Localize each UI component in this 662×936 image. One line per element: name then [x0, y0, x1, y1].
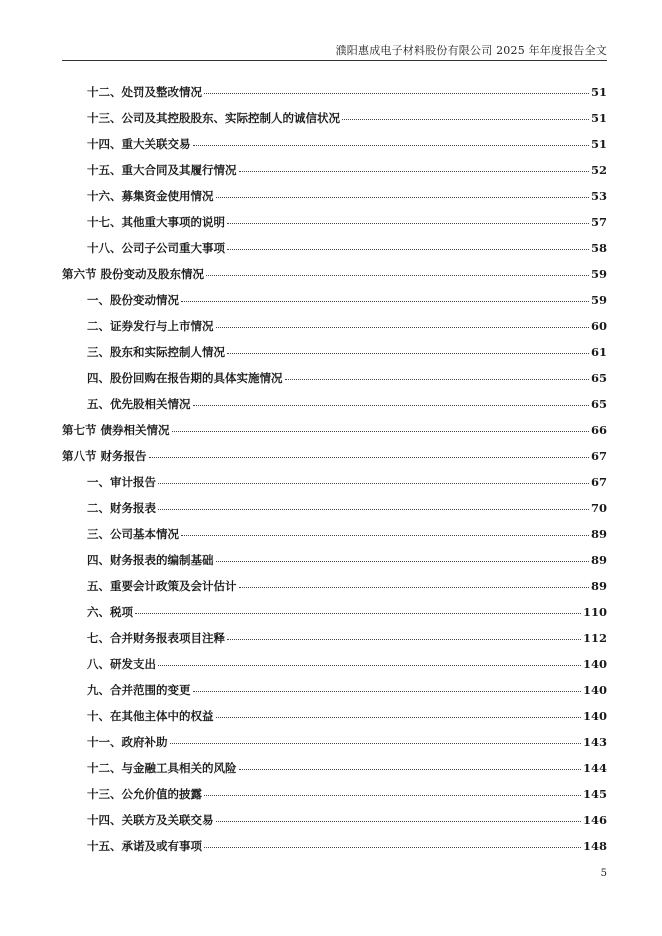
toc-entry[interactable]: [62, 318, 607, 344]
toc-entry[interactable]: [62, 448, 607, 474]
toc-entry-title: 十五、重大合同及其履行情况: [87, 163, 237, 177]
toc-entry-title: 十二、与金融工具相关的风险: [87, 761, 237, 775]
toc-entry-page: 70: [590, 501, 607, 515]
toc-entry[interactable]: [62, 84, 607, 110]
toc-entry-title: 十八、公司子公司重大事项: [87, 241, 225, 255]
toc-entry-page: 140: [582, 657, 607, 671]
toc-entry-title: 三、股东和实际控制人情况: [87, 345, 225, 359]
toc-entry[interactable]: [62, 396, 607, 422]
toc-entry-title: 九、合并范围的变更: [87, 683, 191, 697]
toc-entry-page: 53: [590, 189, 607, 203]
toc-entry-page: 59: [590, 267, 607, 281]
toc-entry-page: 57: [590, 215, 607, 229]
toc-entry-page: 145: [582, 787, 607, 801]
toc-dot-leader: [158, 483, 589, 484]
toc-dot-leader: [239, 587, 589, 588]
toc-entry-page: 89: [590, 553, 607, 567]
toc-entry-title: 八、研发支出: [87, 657, 156, 671]
toc-dot-leader: [239, 769, 581, 770]
toc-entry-title: 第八节 财务报告: [62, 449, 147, 463]
toc-entry-title: 五、优先股相关情况: [87, 397, 191, 411]
toc-entry[interactable]: [62, 838, 607, 864]
toc-entry-title: 一、审计报告: [87, 475, 156, 489]
toc-entry[interactable]: [62, 214, 607, 240]
toc-dot-leader: [158, 509, 589, 510]
toc-entry[interactable]: [62, 526, 607, 552]
toc-entry-page: 51: [590, 137, 607, 151]
toc-entry[interactable]: [62, 578, 607, 604]
toc-entry-title: 十二、处罚及整改情况: [87, 85, 202, 99]
toc-dot-leader: [204, 93, 589, 94]
toc-entry-page: 140: [582, 683, 607, 697]
toc-entry[interactable]: [62, 552, 607, 578]
toc-dot-leader: [170, 743, 581, 744]
toc-entry-title: 六、税项: [87, 605, 133, 619]
header-divider: [62, 60, 607, 61]
toc-dot-leader: [342, 119, 589, 120]
toc-entry-title: 十四、重大关联交易: [87, 137, 191, 151]
toc-dot-leader: [172, 431, 589, 432]
toc-dot-leader: [227, 639, 581, 640]
toc-entry[interactable]: [62, 344, 607, 370]
toc-dot-leader: [204, 795, 581, 796]
toc-entry-page: 60: [590, 319, 607, 333]
toc-entry-title: 第七节 债券相关情况: [62, 423, 170, 437]
toc-entry-title: 二、证券发行与上市情况: [87, 319, 214, 333]
toc-entry-page: 61: [590, 345, 607, 359]
toc-entry-title: 第六节 股份变动及股东情况: [62, 267, 205, 281]
toc-entry-page: 144: [582, 761, 607, 775]
toc-dot-leader: [239, 171, 589, 172]
toc-entry[interactable]: [62, 734, 607, 760]
toc-entry-page: 89: [590, 579, 607, 593]
toc-entry[interactable]: [62, 292, 607, 318]
toc-entry[interactable]: [62, 604, 607, 630]
toc-entry-page: 89: [590, 527, 607, 541]
toc-entry-page: 65: [590, 397, 607, 411]
toc-entry-title: 四、财务报表的编制基础: [87, 553, 214, 567]
toc-entry[interactable]: [62, 266, 607, 292]
toc-entry-title: 十一、政府补助: [87, 735, 168, 749]
toc-entry[interactable]: [62, 188, 607, 214]
toc-dot-leader: [216, 327, 589, 328]
toc-entry[interactable]: [62, 474, 607, 500]
toc-entry[interactable]: [62, 630, 607, 656]
toc-entry-title: 十三、公允价值的披露: [87, 787, 202, 801]
toc-dot-leader: [181, 535, 589, 536]
toc-entry-title: 十七、其他重大事项的说明: [87, 215, 225, 229]
toc-dot-leader: [216, 717, 581, 718]
table-of-contents: [62, 84, 607, 864]
toc-entry[interactable]: [62, 162, 607, 188]
toc-entry[interactable]: [62, 422, 607, 448]
toc-dot-leader: [193, 691, 581, 692]
toc-dot-leader: [216, 561, 589, 562]
toc-dot-leader: [158, 665, 581, 666]
toc-entry-title: 五、重要会计政策及会计估计: [87, 579, 237, 593]
toc-entry-title: 四、股份回购在报告期的具体实施情况: [87, 371, 283, 385]
toc-dot-leader: [227, 249, 589, 250]
toc-dot-leader: [149, 457, 589, 458]
toc-entry-title: 十四、关联方及关联交易: [87, 813, 214, 827]
toc-dot-leader: [193, 405, 589, 406]
toc-dot-leader: [193, 145, 589, 146]
toc-dot-leader: [204, 847, 581, 848]
toc-entry[interactable]: [62, 786, 607, 812]
toc-entry-page: 140: [582, 709, 607, 723]
toc-dot-leader: [206, 275, 589, 276]
toc-entry[interactable]: [62, 812, 607, 838]
toc-entry-title: 一、股份变动情况: [87, 293, 179, 307]
toc-entry-title: 二、财务报表: [87, 501, 156, 515]
toc-entry-title: 十六、募集资金使用情况: [87, 189, 214, 203]
toc-entry[interactable]: [62, 136, 607, 162]
toc-dot-leader: [216, 821, 581, 822]
toc-entry[interactable]: [62, 500, 607, 526]
toc-entry[interactable]: [62, 370, 607, 396]
page-header-title: 濮阳惠成电子材料股份有限公司 2025 年年度报告全文: [335, 44, 607, 57]
toc-dot-leader: [216, 197, 589, 198]
toc-entry[interactable]: [62, 656, 607, 682]
toc-entry-page: 66: [590, 423, 607, 437]
toc-dot-leader: [181, 301, 589, 302]
toc-entry-page: 65: [590, 371, 607, 385]
toc-entry-page: 110: [582, 605, 607, 619]
toc-dot-leader: [227, 353, 589, 354]
toc-entry-page: 51: [590, 85, 607, 99]
toc-entry[interactable]: [62, 708, 607, 734]
toc-entry-title: 三、公司基本情况: [87, 527, 179, 541]
toc-entry[interactable]: [62, 240, 607, 266]
toc-entry[interactable]: [62, 682, 607, 708]
toc-entry-page: 52: [590, 163, 607, 177]
toc-entry-page: 146: [582, 813, 607, 827]
toc-entry-page: 58: [590, 241, 607, 255]
toc-entry[interactable]: [62, 110, 607, 136]
page-number: 5: [600, 868, 607, 879]
toc-entry-page: 67: [590, 475, 607, 489]
toc-entry[interactable]: [62, 760, 607, 786]
toc-entry-title: 十、在其他主体中的权益: [87, 709, 214, 723]
toc-entry-title: 十五、承诺及或有事项: [87, 839, 202, 853]
toc-entry-title: 十三、公司及其控股股东、实际控制人的诚信状况: [87, 111, 340, 125]
toc-entry-title: 七、合并财务报表项目注释: [87, 631, 225, 645]
toc-dot-leader: [135, 613, 581, 614]
toc-entry-page: 143: [582, 735, 607, 749]
toc-entry-page: 148: [582, 839, 607, 853]
toc-dot-leader: [227, 223, 589, 224]
toc-entry-page: 112: [582, 631, 607, 645]
toc-entry-page: 51: [590, 111, 607, 125]
toc-entry-page: 59: [590, 293, 607, 307]
toc-dot-leader: [285, 379, 589, 380]
toc-entry-page: 67: [590, 449, 607, 463]
